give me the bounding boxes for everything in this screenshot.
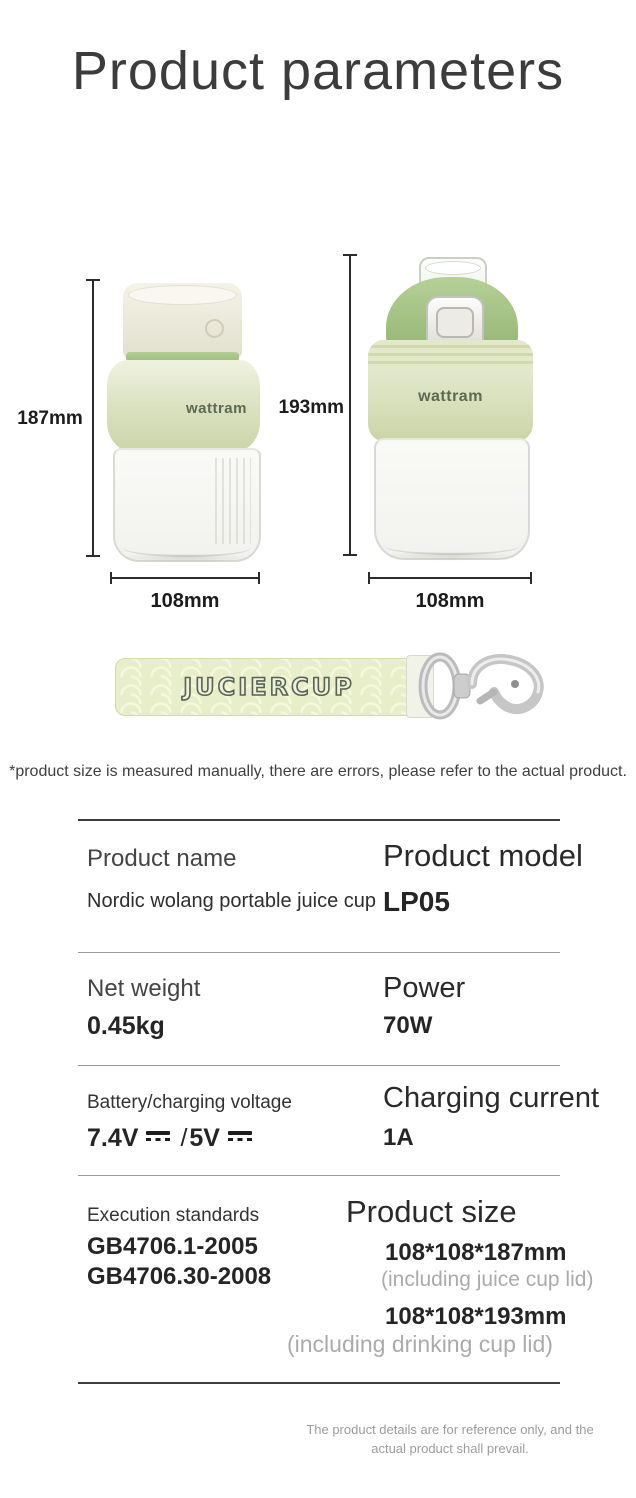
product-name-label: Product name [87,845,237,872]
lanyard-clasp-icon [414,644,554,728]
voltage-separator: / [180,1124,188,1152]
brand-logo: wattram [185,400,247,417]
juice-cup-shadow [116,553,254,563]
drinking-cup-collar [368,340,533,366]
dc-icon [146,1131,170,1141]
net-weight-label: Net weight [87,975,201,1002]
standard-2-value: GB4706.30-2008 [87,1263,272,1290]
juice-cup-width-label: 108mm [150,590,220,612]
battery-voltage-value [87,1124,260,1153]
battery-voltage-label: Battery/charging voltage [87,1092,292,1113]
lanyard-strap [115,658,433,716]
juice-cup-height-label: 187mm [17,408,83,429]
height-dimension-line-left [92,280,94,556]
drinking-cup-body [368,340,533,442]
product-name-value: Nordic wolang portable juice cup [87,890,377,912]
juice-cup-clear-cup [113,448,261,562]
product-size-1-note: (including juice cup lid) [381,1268,594,1291]
table-divider [78,952,560,953]
table-divider [78,1175,560,1176]
product-size-2-value: 108*108*193mm [385,1303,567,1330]
charging-current-label: Charging current [383,1082,599,1114]
product-size-label: Product size [346,1194,517,1229]
voltage-1: 7.4V [87,1124,139,1152]
juice-cup-body [107,360,260,452]
product-model-value: LP05 [383,886,450,917]
table-divider [78,819,560,821]
juice-cup-motor [123,283,242,359]
power-value: 70W [383,1012,433,1039]
height-dimension-line-right [349,255,351,555]
brand-logo: wattram [418,388,483,405]
drinking-cup-clear-cup [374,438,530,560]
net-weight-value: 0.45kg [87,1012,165,1040]
size-disclaimer-note: *product size is measured manually, there are errors, please refer to the actual product. [9,763,627,780]
drinking-cup-shadow [378,551,522,561]
execution-standards-label: Execution standards [87,1205,260,1226]
product-size-2-note: (including drinking cup lid) [287,1331,553,1357]
product-size-1-value: 108*108*187mm [385,1239,567,1266]
standard-1-value: GB4706.1-2005 [87,1233,258,1260]
page-title: Product parameters [71,41,565,101]
footer-disclaimer-note: The product details are for reference only, and the actual product shall prevail. [306,1422,594,1456]
width-dimension-line-left [110,577,260,579]
width-dimension-line-right [368,577,532,579]
drinking-cup-width-label: 108mm [415,590,485,612]
power-label: Power [383,972,466,1004]
lanyard-text: JUCIERCUP [183,673,355,701]
product-model-label: Product model [383,838,583,873]
charging-current-value: 1A [383,1124,414,1151]
table-divider [78,1065,560,1066]
drinking-cup-height-label: 193mm [278,397,344,418]
voltage-2: 5V [189,1124,220,1152]
power-button-icon [205,319,224,338]
table-divider [78,1382,560,1384]
dc-icon [228,1131,252,1141]
